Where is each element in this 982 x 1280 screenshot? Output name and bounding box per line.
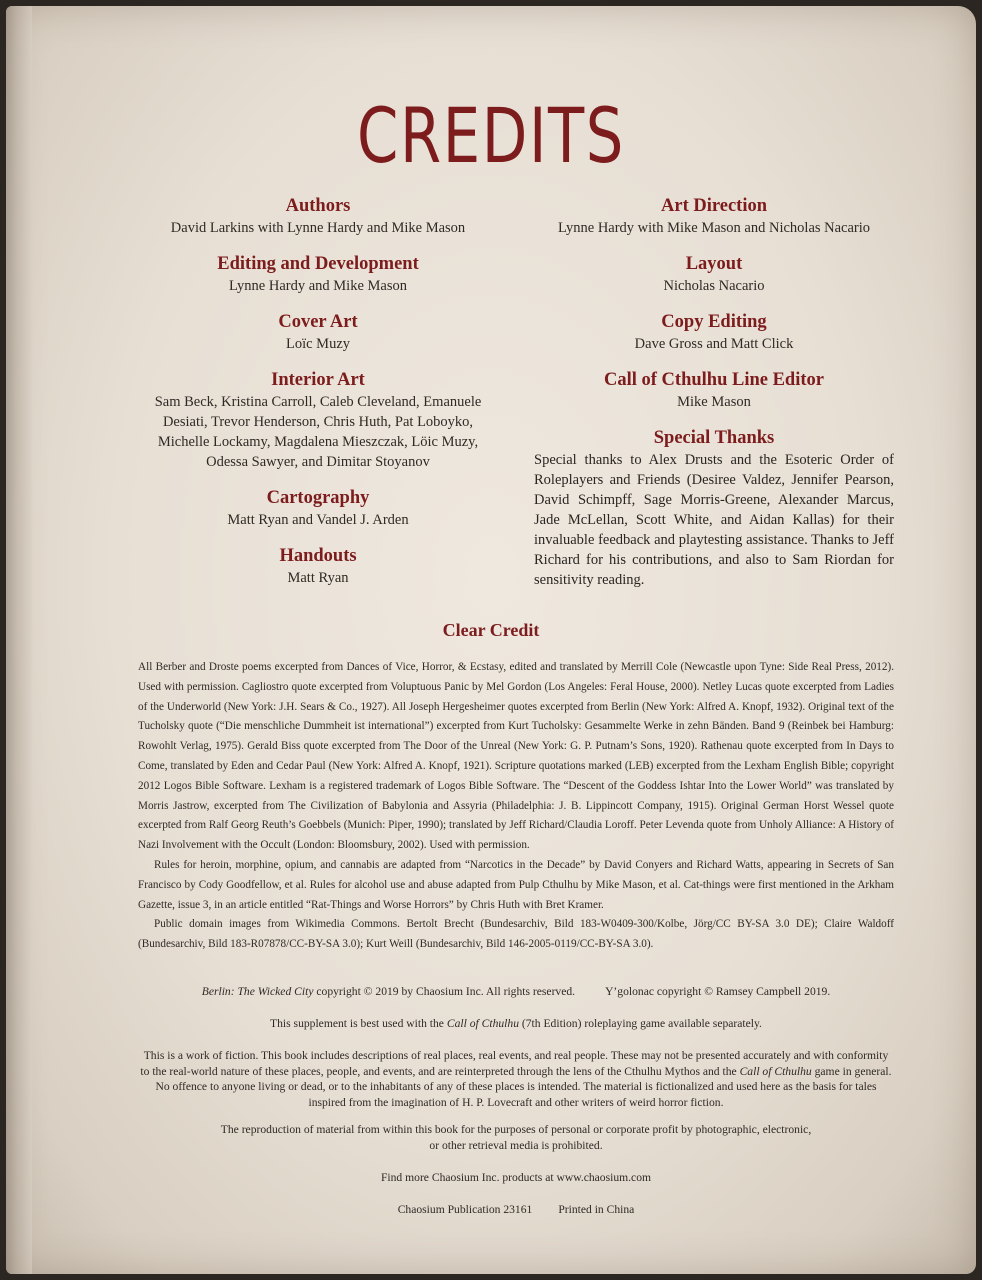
credit-names: Loïc Muzy bbox=[285, 336, 351, 352]
credit-heading: Call of Cthulhu Line Editor bbox=[604, 370, 824, 390]
credit-names: David Larkins with Lynne Hardy and Mike Mason bbox=[170, 220, 466, 236]
clear-credit-paragraph: Public domain images from Wikimedia Commons. Bertolt Brecht (Bundesarchiv, Bild 183-W0409-300/Kolbe, Jörg/CC BY-SA 3.0 DE); Claire Waldoff (Bundesarchiv, Bild 183-R07878/CC-BY-SA 3.0); Kurt Weill (Bundesarchiv, Bild 146-2005-0119/CC-BY-SA 3.0). bbox=[138, 918, 894, 951]
credit-names: Sam Beck, Kristina Carroll, Caleb Cleveland, Emanuele Desiati, Trevor Henderson, Chris Huth, Pat Loboyko, Michelle Lockamy, Magdalena Mieszczak, Löic Muzy, Odessa Sawyer, and Dimitar Stoyanov bbox=[154, 394, 482, 470]
game-title: Call of Cthulhu bbox=[739, 1064, 812, 1078]
credit-names: Dave Gross and Matt Click bbox=[634, 336, 794, 352]
credit-copy-editing bbox=[532, 310, 896, 354]
special-thanks-text: Special thanks to Alex Drusts and the Esoteric Order of Roleplayers and Friends (Desiree Valdez, Jennifer Pearson, David Schimpff, Sage Morris-Greene, Alexander Marcus, Jade McLellan, Scott White, and Aidan Kallas) for their invaluable feedback and playtesting assistance. Thanks to Jeff Richard for his contributions, and also to Sam Riordan for sensitivity reading. bbox=[534, 452, 894, 588]
credit-heading: Layout bbox=[685, 254, 743, 274]
credit-heading: Handouts bbox=[279, 546, 357, 566]
credit-special-thanks bbox=[532, 426, 896, 590]
clear-credit-paragraph: All Berber and Droste poems excerpted from Dances of Vice, Horror, & Ecstasy, edited and translated by Merrill Cole (Newcastle upon Tyne: Side Real Press, 2012). Used with permission. Cagliostro quote excerpted from Voluptuous Panic by Mel Gordon (Los Angeles: Feral House, 2000). Netley Lucas quote excerpted from Ladies of the Underworld (New York: J.H. Sears & Co., 1927). All Joseph Hergesheimer quotes excerpted from Berlin (New York: Alfred A. Knopf, 1932). Original text of the Tucholsky quote (“Die menschliche Dummheit ist international”) excerpted from Kurt Tucholsky: Gesammelte Werke in zehn Bänden. Band 9 (Reinbek bei Hamburg: Rowohlt Verlag, 1975). Gerald Biss quote excerpted from The Door of the Unreal (New York: G. P. Putnam’s Sons, 1920). Rathenau quote excerpted from In Days to Come, translated by Eden and Cedar Paul (New York: Alfred A. Knopf, 1921). Scripture quotations marked (LEB) excerpted from the Lexham English Bible; copyright 2012 Logos Bible Software. Lexham is a registered trademark of Logos Bible Software. The “Descent of the Goddess Ishtar Into the Lower World” was translated by Morris Jastrow, excerpted from The Civilization of Babylonia and Assyria (Philadelphia: J. B. Lippincott Company, 1915). Original German Horst Wessel quote excerpted from Ralf Georg Reuth’s Goebbels (Munich: Piper, 1990); translated by Jeff Richard/Claudia Loroff. Peter Levenda quote from Unholy Alliance: A History of Nazi Involvement with the Occult (London: Bloomsbury, 2002). Used with permission. bbox=[138, 661, 894, 852]
book-copyright: Berlin: The Wicked City copyright © 2019 by Chaosium Inc. All rights reserved. bbox=[201, 985, 576, 998]
credit-heading: Copy Editing bbox=[661, 312, 767, 332]
clear-credit-heading: Clear Credit bbox=[442, 620, 540, 640]
credit-names: Lynne Hardy with Mike Mason and Nicholas Nacario bbox=[557, 220, 871, 236]
clear-credit-paragraph: Rules for heroin, morphine, opium, and cannabis are adapted from “Narcotics in the Decade” by David Conyers and Richard Watts, appearing in Secrets of San Francisco by Cody Goodfellow, et al. Rules for alcohol use and abuse adapted from Pulp Cthulhu by Mike Mason, et al. Cat-things were first mentioned in the Arkham Gazette, issue 3, in an article entitled “Rat-Things and Worse Horrors” by Chris Huth with Bret Kramer. bbox=[138, 858, 894, 911]
credit-heading: Interior Art bbox=[271, 370, 365, 390]
credit-names: Matt Ryan and Vandel J. Arden bbox=[227, 512, 409, 528]
credit-heading: Cover Art bbox=[278, 312, 358, 332]
game-title: Call of Cthulhu bbox=[446, 1017, 519, 1030]
credit-line-editor bbox=[532, 368, 896, 412]
publication-line bbox=[138, 1202, 894, 1218]
credit-layout bbox=[532, 252, 896, 296]
credit-names: Mike Mason bbox=[677, 394, 751, 410]
credit-authors bbox=[126, 194, 510, 238]
credit-interior-art bbox=[126, 368, 510, 472]
credit-heading: Art Direction bbox=[661, 196, 767, 216]
publication-number: Chaosium Publication 23161 bbox=[397, 1203, 533, 1216]
copyright-line bbox=[138, 984, 894, 1000]
ygolonac-copyright: Y’golonac copyright © Ramsey Campbell 2019. bbox=[605, 985, 831, 998]
printed-in: Printed in China bbox=[558, 1203, 635, 1216]
credit-heading: Cartography bbox=[266, 488, 370, 508]
credit-art-direction bbox=[532, 194, 896, 238]
credit-cartography bbox=[126, 486, 510, 530]
credit-names: Matt Ryan bbox=[287, 570, 349, 586]
website-line: Find more Chaosium Inc. products at www.chaosium.com bbox=[380, 1171, 652, 1184]
credit-editing bbox=[126, 252, 510, 296]
reproduction-notice: The reproduction of material from within this book for the purposes of personal or corporate profit by photographic, electronic, or other retrieval media is prohibited. bbox=[220, 1123, 812, 1152]
fiction-disclaimer: This is a work of fiction. This book includes descriptions of real places, real events, and real people. These may not be presented accurately and with conformity to the real-world nature of these places, people, and events, and are reinterpreted through the lens of the Cthulhu Mythos and the Call of Cthulhu game in general. No offence to anyone living or dead, or to the inhabitants of any of these places is intended. The material is fictionalized and used here as the basis for tales inspired from the imagination of H. P. Lovecraft and other writers of weird horror fiction. bbox=[140, 1049, 892, 1109]
credit-heading: Special Thanks bbox=[653, 428, 775, 448]
credit-names: Lynne Hardy and Mike Mason bbox=[229, 278, 407, 294]
credits-page bbox=[6, 6, 976, 1274]
clear-credit-body bbox=[138, 658, 894, 955]
credits-left-column bbox=[126, 194, 510, 602]
credit-heading: Authors bbox=[285, 196, 351, 216]
credits-right-column bbox=[532, 194, 896, 604]
page-title: CREDITS bbox=[357, 91, 625, 180]
book-title: Berlin: The Wicked City bbox=[201, 985, 314, 998]
credit-cover-art bbox=[126, 310, 510, 354]
credit-names: Nicholas Nacario bbox=[663, 278, 765, 294]
credit-heading: Editing and Development bbox=[217, 254, 419, 274]
credit-handouts bbox=[126, 544, 510, 588]
supplement-note: This supplement is best used with the Call of Cthulhu (7th Edition) roleplaying game available separately. bbox=[270, 1017, 762, 1030]
